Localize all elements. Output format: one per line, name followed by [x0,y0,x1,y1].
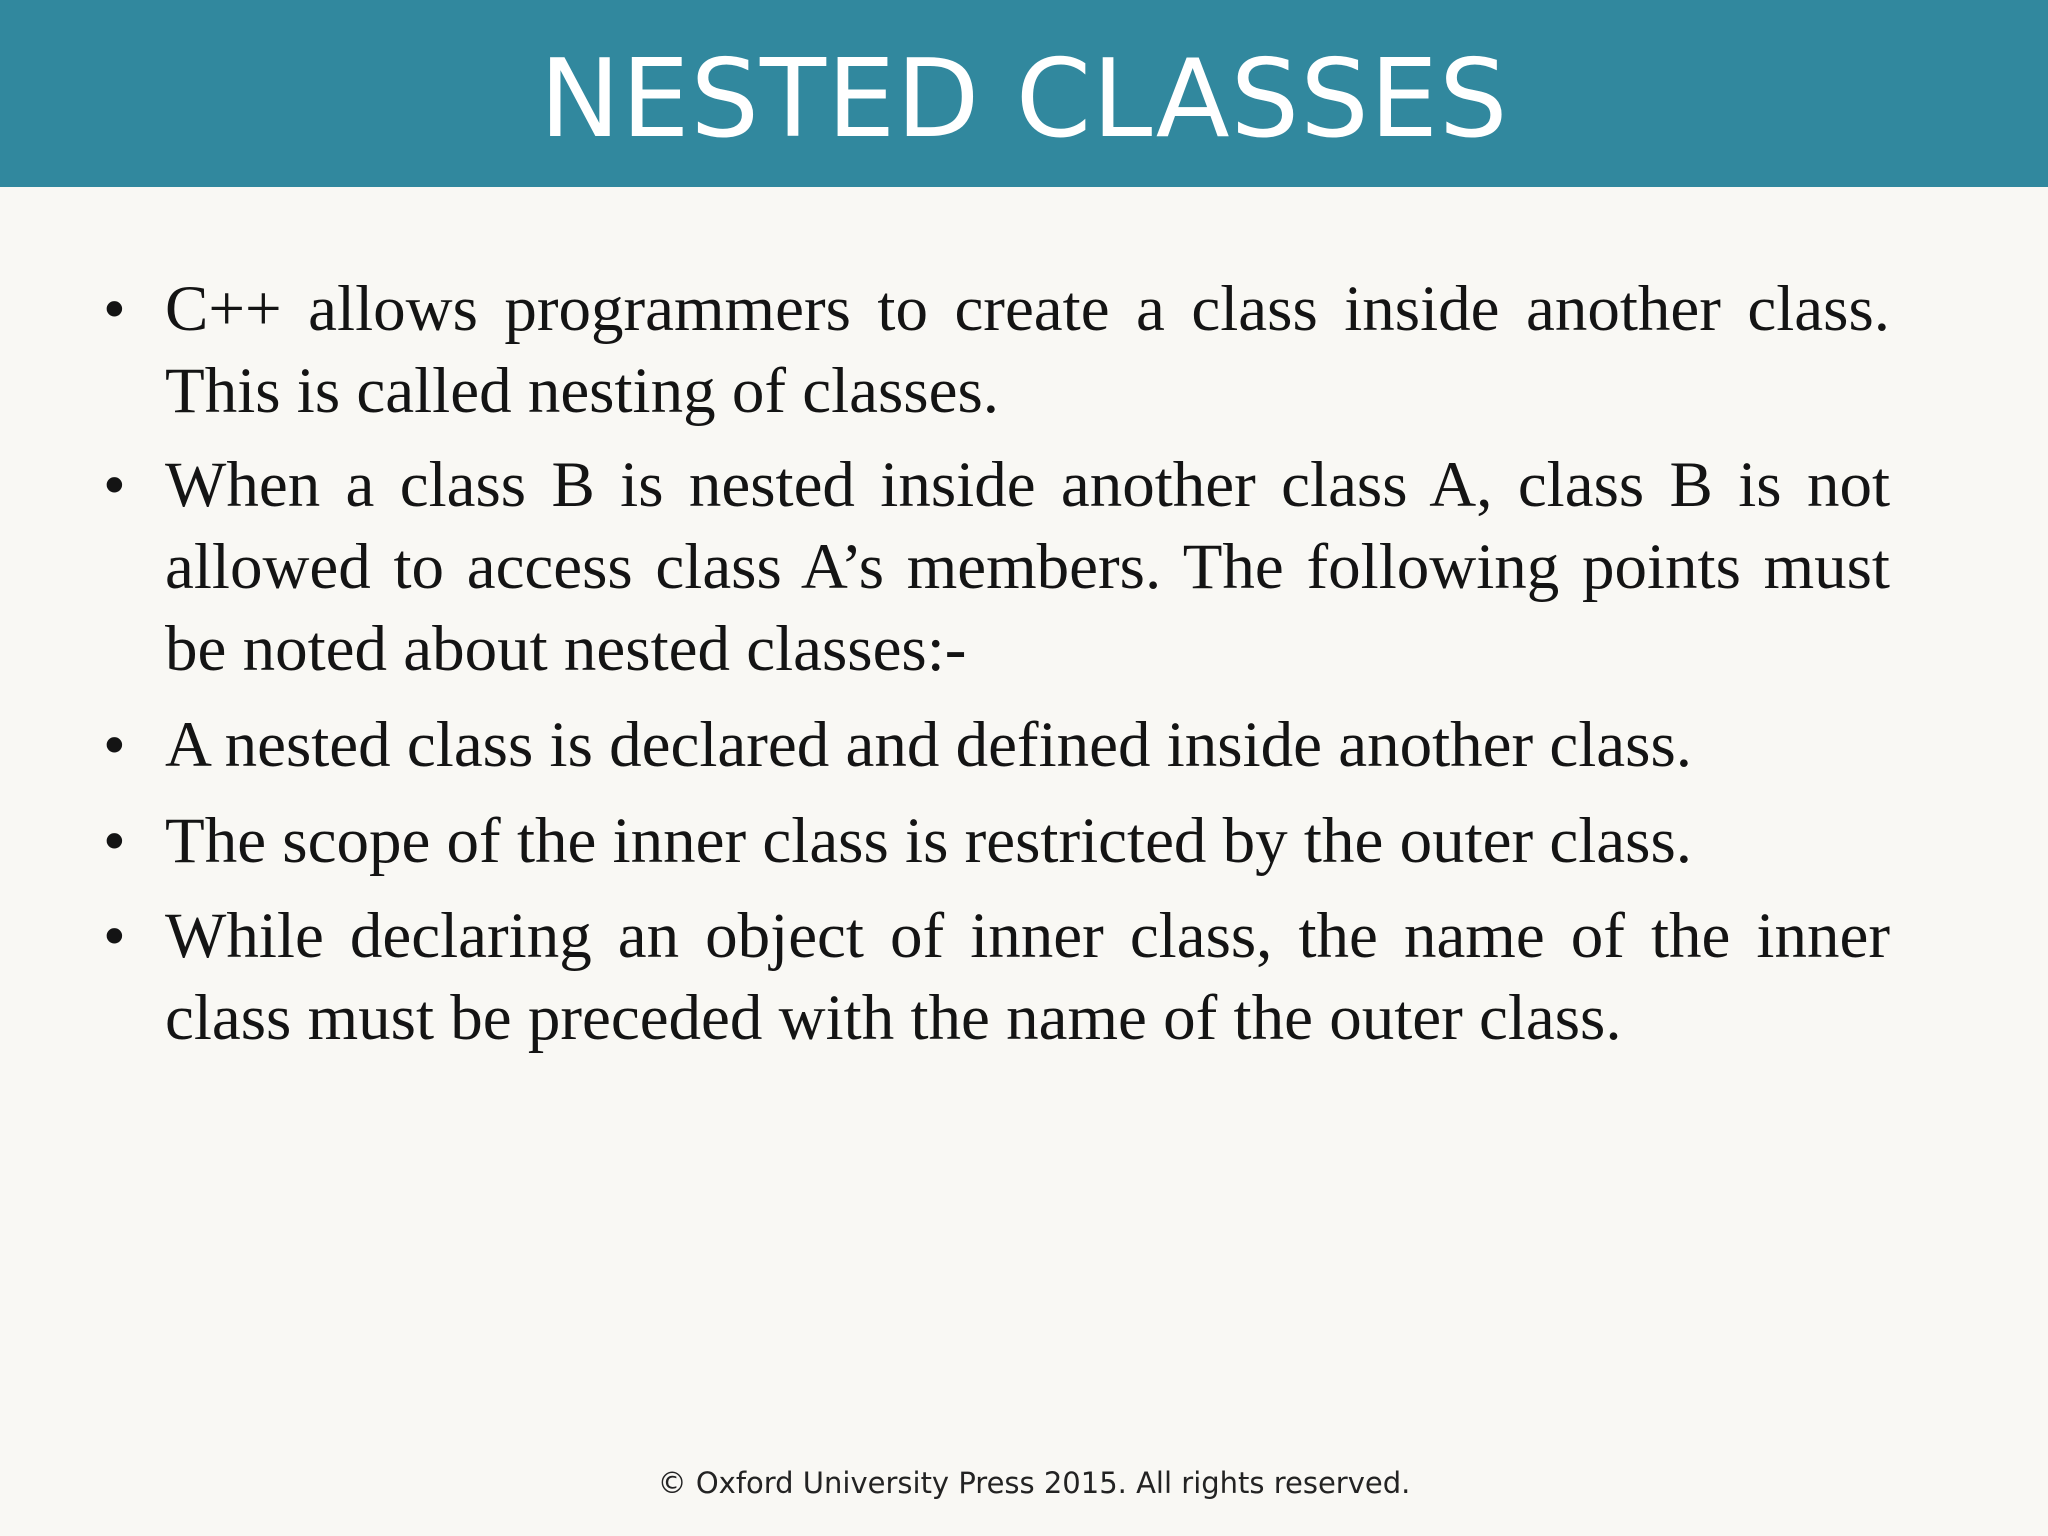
bullet-text: When a class B is nested inside another class A, class B is not allowed to access class A’s members. The following points must be noted about nested classes:- [165,449,1890,685]
bullet-dot: • [103,900,126,972]
bullet-dot: • [103,273,126,345]
bullet-item [103,704,1890,786]
bullet-dot: • [103,449,126,521]
bullet-item [103,800,1890,882]
bullet-item [103,268,1890,432]
bullet-item [103,895,1890,1059]
bullet-dot: • [103,805,126,877]
copyright-footer: © Oxford University Press 2015. All rights reserved. [657,1466,1411,1500]
bullet-text: While declaring an object of inner class, the name of the inner class must be preceded with the name of the outer class. [165,900,1890,1054]
bullet-dot: • [103,709,126,781]
slide-title: NESTED CLASSES [539,37,1509,162]
bullet-item [103,444,1890,690]
bullet-text: The scope of the inner class is restricted by the outer class. [165,805,1692,877]
bullet-text: A nested class is declared and defined inside another class. [165,709,1692,781]
bullet-text: C++ allows programmers to create a class inside another class. This is called nesting of classes. [165,273,1890,427]
